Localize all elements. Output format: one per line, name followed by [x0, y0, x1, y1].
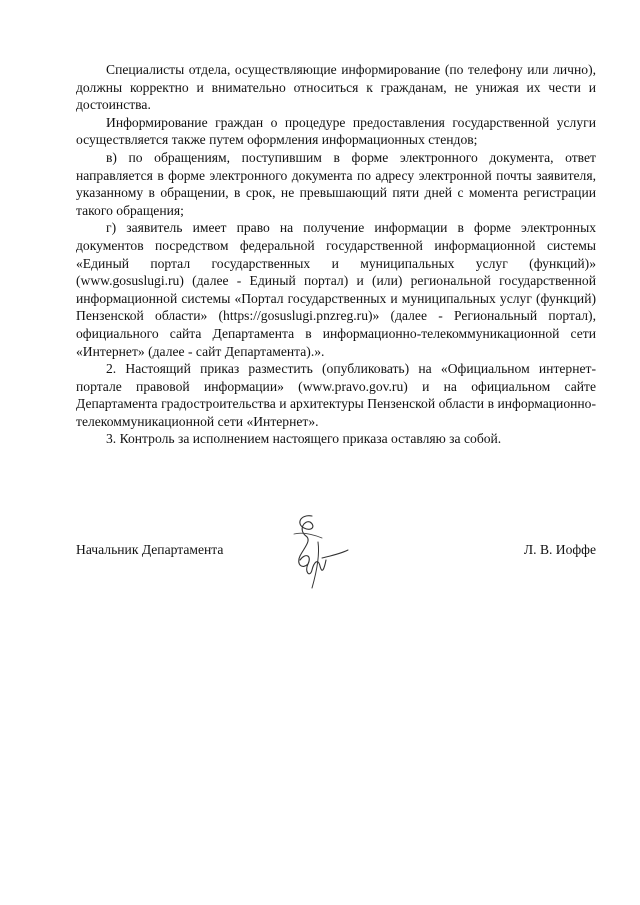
- paragraph-control-clause: 3. Контроль за исполнением настоящего приказа оставляю за собой.: [106, 431, 502, 447]
- signatory-title: Начальник Департамента: [76, 542, 224, 557]
- handwritten-signature: [282, 512, 352, 592]
- paragraph-informing-staff: Специалисты отдела, осуществляющие информирование (по телефону или лично), должны корректно и внимательно относиться к гражданам, не унижая их чести и достоинства.: [76, 62, 596, 113]
- paragraph-info-stands: Информирование граждан о процедуре предоставления государственной услуги осуществляется также путем оформления информационных стендов;: [76, 114, 596, 148]
- paragraph-electronic-requests: в) по обращениям, поступившим в форме электронного документа, ответ направляется в форме электронного документа по адресу электронной почты заявителя, указанному в обращении, в срок, не превышающий пяти дней с момента регистрации такого обращения;: [76, 149, 596, 218]
- signatory-name: Л. В. Иоффе: [523, 542, 596, 557]
- paragraph-publication-order: 2. Настоящий приказ разместить (опубликовать) на «Официальном интернет-портале правовой информации» (www.pravo.gov.ru) и на официальном сайте Департамента градостроительства и архитектуры Пензенской области в информационно-телекоммуникационной сети «Интернет».: [76, 361, 596, 429]
- paragraph-electronic-documents: г) заявитель имеет право на получение информации в форме электронных документов посредством федеральной государственной информационной системы «Единый портал государственных и муниципальных услуг (функций)» (www.gosuslugi.ru) (далее - Единый портал) и (или) региональной государственной информационной системы «Портал государственных и муниципальных услуг (функций) Пензенской области» (https://gosuslugi.pnzreg.ru)» (далее - Региональный портал), официального сайта Департамента в информационно-телекоммуникационной сети «Интернет» (далее - сайт Департамента).».: [76, 220, 596, 359]
- document-body: [76, 61, 596, 448]
